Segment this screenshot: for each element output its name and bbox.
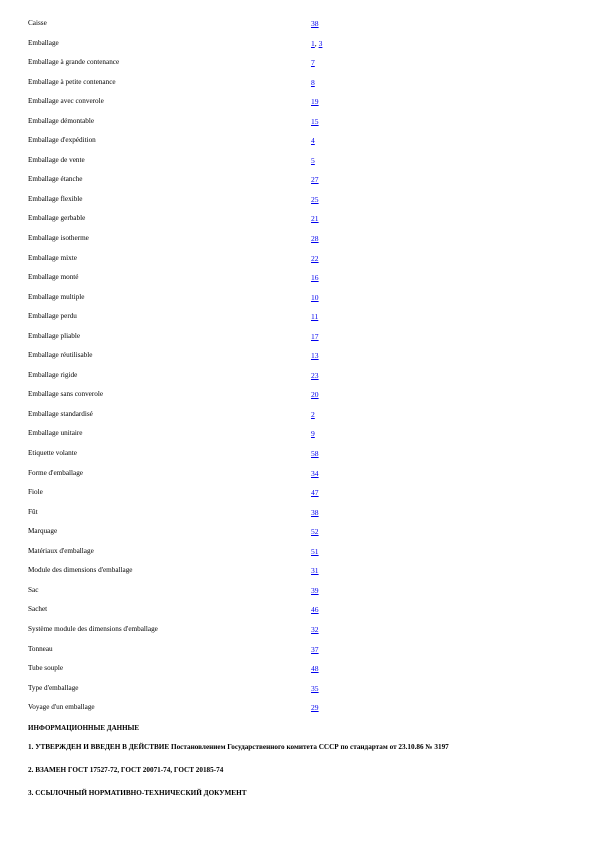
term-number-link[interactable]: 52 [311, 527, 319, 537]
index-row [0, 93, 595, 113]
index-row [0, 523, 595, 543]
term-number-link[interactable]: 9 [311, 429, 315, 439]
index-term: Emballage de vente [28, 155, 85, 164]
index-term: Emballage gerbable [28, 214, 86, 223]
term-number-link[interactable]: 32 [311, 624, 319, 634]
index-term: Tube souple [28, 664, 64, 673]
term-number-link[interactable]: 39 [311, 585, 319, 595]
index-row [0, 250, 595, 270]
term-number-link[interactable]: 37 [311, 644, 319, 654]
index-term: Emballage réutilisable [28, 351, 93, 360]
term-number-link[interactable]: 3 [318, 38, 323, 48]
index-term: Emballage multiple [28, 292, 85, 301]
term-number-link[interactable]: 7 [311, 58, 315, 68]
index-refs [311, 254, 319, 263]
index-row [0, 15, 595, 35]
term-number-link[interactable]: 21 [311, 214, 319, 224]
index-refs [311, 351, 319, 360]
index-refs [311, 332, 319, 341]
term-number-link[interactable]: 23 [311, 370, 319, 380]
index-refs [311, 195, 319, 204]
index-refs [311, 410, 315, 419]
index-term: Fût [28, 507, 38, 516]
term-number-link[interactable]: 1 [311, 38, 315, 48]
index-refs [311, 449, 319, 458]
index-term: Voyage d'un emballage [28, 703, 95, 712]
index-refs [311, 508, 319, 517]
term-number-link[interactable]: 13 [311, 351, 319, 361]
term-number-link[interactable]: 8 [311, 77, 315, 87]
index-term: Emballage monté [28, 273, 79, 282]
term-number-link[interactable]: 48 [311, 664, 319, 674]
index-refs [311, 547, 319, 556]
index-refs [311, 39, 322, 48]
term-number-link[interactable]: 29 [311, 703, 319, 713]
index-row [0, 367, 595, 387]
index-row [0, 54, 595, 74]
term-number-link[interactable]: 20 [311, 390, 319, 400]
index-row [0, 425, 595, 445]
index-term: Emballage d'expédition [28, 136, 96, 145]
index-refs [311, 293, 319, 302]
index-refs [311, 625, 319, 634]
index-term: Emballage flexible [28, 194, 83, 203]
index-term: Type d'emballage [28, 683, 79, 692]
alphabetical-index [0, 15, 595, 719]
index-row [0, 562, 595, 582]
ref-separator: , [314, 38, 319, 48]
term-number-link[interactable]: 16 [311, 273, 319, 283]
term-number-link[interactable]: 28 [311, 234, 319, 244]
index-row [0, 445, 595, 465]
index-refs [311, 234, 319, 243]
index-row [0, 406, 595, 426]
index-refs [311, 566, 319, 575]
index-row [0, 641, 595, 661]
index-term: Emballage à petite contenance [28, 77, 116, 86]
index-row [0, 230, 595, 250]
index-refs [311, 586, 319, 595]
index-row [0, 35, 595, 55]
info-item-approved: 1. УТВЕРЖДЕН И ВВЕДЕН В ДЕЙСТВИЕ Постановлением Государственного комитета СССР по стандартам от 23.10.86 № 3197 [28, 743, 449, 751]
index-term: Sachet [28, 605, 48, 614]
term-number-link[interactable]: 2 [311, 409, 315, 419]
index-term: Emballage isotherme [28, 234, 89, 243]
index-term: Emballage étanche [28, 175, 83, 184]
info-item-replaces: 2. ВЗАМЕН ГОСТ 17527-72, ГОСТ 20071-74, ГОСТ 20185-74 [28, 766, 224, 774]
index-term: Emballage standardisé [28, 409, 93, 418]
index-refs [311, 469, 319, 478]
index-refs [311, 527, 319, 536]
index-term: Système module des dimensions d'emballage [28, 624, 158, 633]
index-row [0, 386, 595, 406]
index-refs [311, 156, 315, 165]
information-section [28, 724, 568, 811]
term-number-link[interactable]: 15 [311, 116, 319, 126]
index-term: Sac [28, 585, 39, 594]
index-row [0, 132, 595, 152]
index-term: Emballage unitaire [28, 429, 83, 438]
index-row [0, 308, 595, 328]
index-row [0, 289, 595, 309]
index-term: Emballage avec converole [28, 97, 104, 106]
term-number-link[interactable]: 27 [311, 175, 319, 185]
index-term: Fiole [28, 488, 43, 497]
index-refs [311, 488, 319, 497]
index-refs [311, 19, 319, 28]
index-row [0, 74, 595, 94]
term-number-link[interactable]: 47 [311, 488, 319, 498]
index-term: Etiquette volante [28, 449, 77, 458]
index-row [0, 269, 595, 289]
term-number-link[interactable]: 58 [311, 449, 319, 459]
index-refs [311, 58, 315, 67]
term-number-link[interactable]: 46 [311, 605, 319, 615]
index-row [0, 582, 595, 602]
index-refs [311, 273, 319, 282]
index-term: Matériaux d'emballage [28, 546, 94, 555]
index-refs [311, 390, 319, 399]
index-row [0, 347, 595, 367]
index-row [0, 504, 595, 524]
index-refs [311, 429, 315, 438]
index-row [0, 171, 595, 191]
index-row [0, 621, 595, 641]
term-number-link[interactable]: 17 [311, 331, 319, 341]
index-refs [311, 703, 319, 712]
index-term: Forme d'emballage [28, 468, 83, 477]
info-item-reference-document: 3. ССЫЛОЧНЫЙ НОРМАТИВНО-ТЕХНИЧЕСКИЙ ДОКУМЕНТ [28, 789, 247, 797]
index-term: Emballage démontable [28, 116, 95, 125]
term-number-link[interactable]: 25 [311, 194, 319, 204]
index-term: Caisse [28, 19, 47, 27]
term-number-link[interactable]: 11 [311, 312, 319, 322]
index-refs [311, 78, 315, 87]
index-refs [311, 214, 319, 223]
term-number-link[interactable]: 34 [311, 468, 319, 478]
index-term: Emballage mixte [28, 253, 77, 262]
index-row [0, 113, 595, 133]
term-number-link[interactable]: 19 [311, 97, 319, 107]
index-refs [311, 117, 319, 126]
term-number-link[interactable]: 22 [311, 253, 319, 263]
term-number-link[interactable]: 35 [311, 683, 319, 693]
index-refs [311, 684, 319, 693]
info-title: ИНФОРМАЦИОННЫЕ ДАННЫЕ [28, 724, 140, 732]
index-refs [311, 645, 319, 654]
index-refs [311, 136, 315, 145]
term-number-link[interactable]: 38 [311, 507, 319, 517]
term-number-link[interactable]: 51 [311, 546, 319, 556]
index-row [0, 543, 595, 563]
index-row [0, 699, 595, 719]
term-number-link[interactable]: 4 [311, 136, 315, 146]
index-term: Emballage perdu [28, 312, 77, 321]
index-row [0, 484, 595, 504]
index-term: Emballage pliable [28, 331, 81, 340]
index-row [0, 328, 595, 348]
index-term: Tonneau [28, 644, 53, 653]
index-refs [311, 175, 319, 184]
term-number-link[interactable]: 31 [311, 566, 319, 576]
index-term: Marquage [28, 527, 58, 536]
index-row [0, 210, 595, 230]
term-number-link[interactable]: 5 [311, 155, 315, 165]
index-row [0, 660, 595, 680]
index-term: Emballage à grande contenance [28, 58, 120, 67]
index-refs [311, 97, 319, 106]
index-row [0, 191, 595, 211]
index-term: Emballage [28, 38, 59, 47]
index-row [0, 152, 595, 172]
index-refs [311, 312, 318, 321]
index-row [0, 465, 595, 485]
index-term: Emballage sans converole [28, 390, 104, 399]
index-refs [311, 605, 319, 614]
index-term: Module des dimensions d'emballage [28, 566, 133, 575]
term-number-link[interactable]: 10 [311, 292, 319, 302]
index-term: Emballage rigide [28, 370, 78, 379]
index-refs [311, 664, 319, 673]
index-row [0, 680, 595, 700]
term-number-link[interactable]: 38 [311, 19, 319, 28]
index-refs [311, 371, 319, 380]
index-row [0, 601, 595, 621]
